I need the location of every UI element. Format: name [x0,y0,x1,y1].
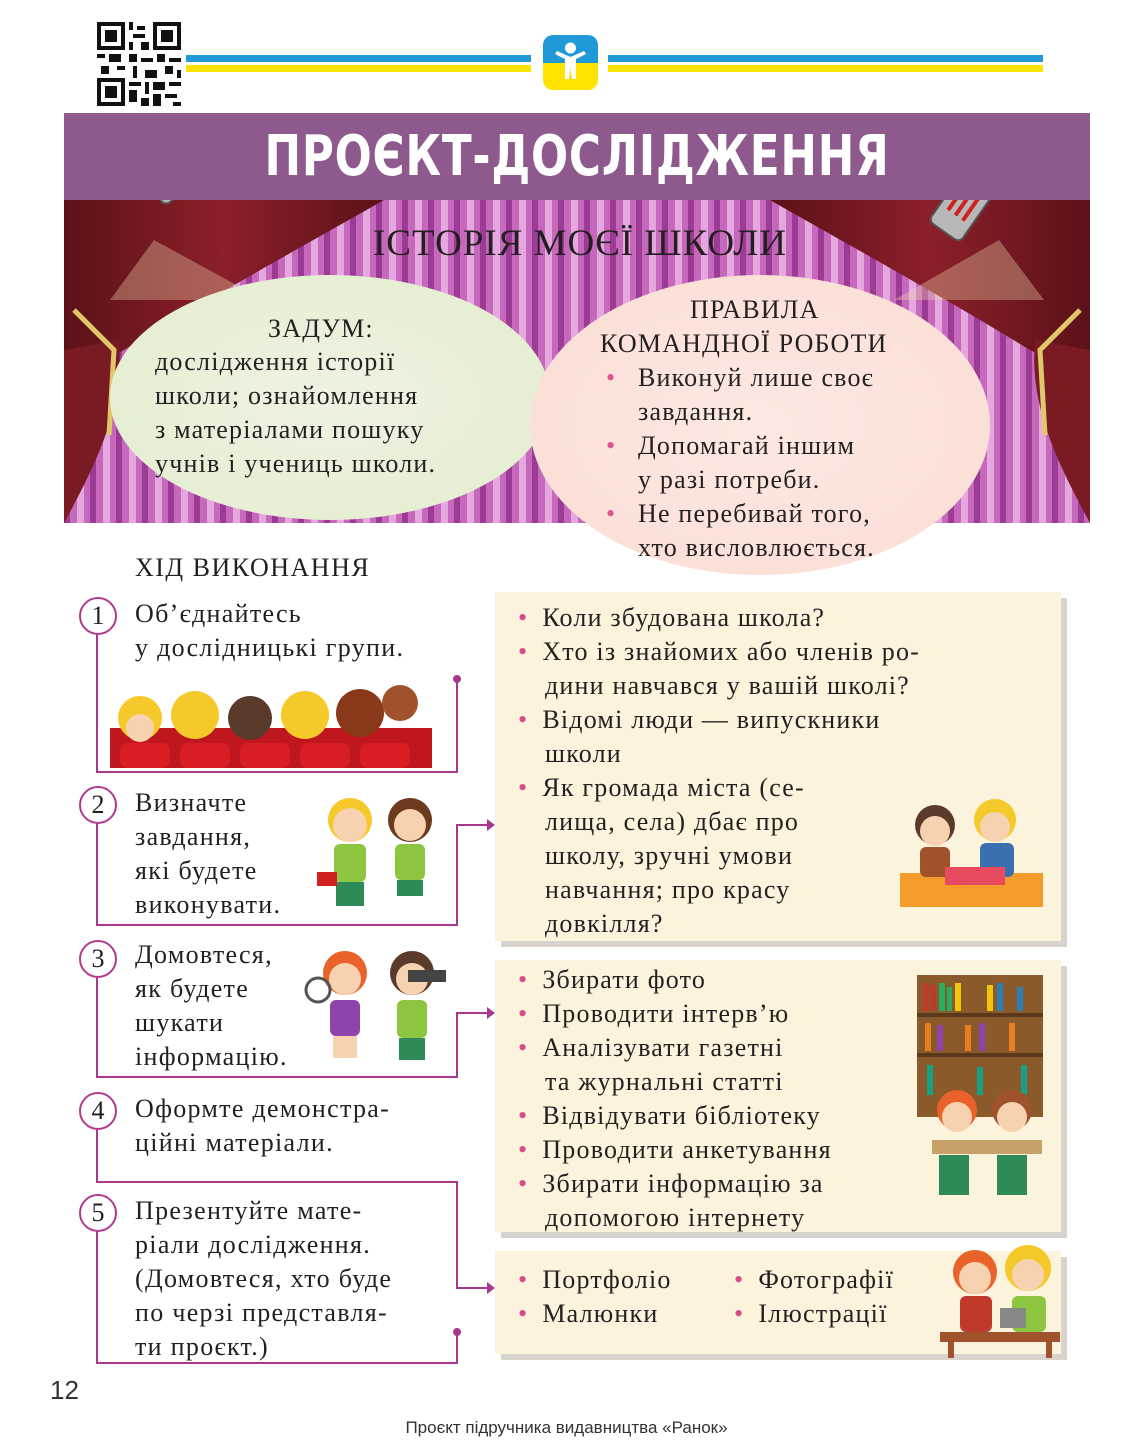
plan-heading: ЗАДУМ: [268,314,374,343]
list-item-cont: навчання; про красу [545,875,791,904]
rules-heading: ПРАВИЛА [690,295,820,324]
step-text: (Домовтеся, хто буде [135,1264,393,1293]
step-text: завдання, [135,822,252,851]
rule-item: Не перебивай того, [638,499,871,528]
list-item: • Збирати фото [518,965,707,994]
list-item-cont: школу, зручні умови [545,841,794,870]
rule-item: Допомагай іншим [638,431,856,460]
plan-line: учнів і учениць школи. [155,449,437,478]
list-item: • Як громада міста (се- [518,773,805,802]
library-illustration [917,975,1043,1205]
step-text: Оформте демонстра- [135,1094,391,1123]
step-text: ти проєкт.) [135,1332,270,1361]
publisher-note: Проєкт підручника видавництва «Ранок» [405,1418,728,1437]
plan-line: дослідження історії [155,347,396,376]
list-item: • Хто із знайомих або членів ро- [518,637,921,666]
list-item-cont: лища, села) дбає про [545,807,800,836]
list-item: • Відомі люди — випускники [518,705,881,734]
list-item: • Аналізувати газетні [518,1033,784,1062]
list-item-cont: дини навчався у вашій школі? [545,671,910,700]
children-group-illustration [110,673,432,768]
list-item: • Коли збудована школа? [518,603,826,632]
step-text: у дослідницькі групи. [135,633,405,662]
rule-item: хто висловлюється. [638,533,875,562]
step-text: які будете [135,856,258,885]
page-title: ПРОЄКТ-ДОСЛІДЖЕННЯ [264,124,890,189]
step-text: виконувати. [135,890,282,919]
step-number: 4 [79,1092,117,1130]
list-item-cont: та журнальні статті [545,1067,784,1096]
step-text: Об’єднайтесь [135,599,302,628]
step-text: ріали дослідження. [135,1230,372,1259]
step-number: 1 [79,597,117,635]
step-text: Домовтеся, [135,940,273,969]
step-text: Презентуйте мате- [135,1196,363,1225]
list-item-cont: допомогою інтернету [545,1203,806,1232]
step-text: шукати [135,1008,225,1037]
page-number: 12 [50,1375,79,1405]
rule-item: у разі потреби. [638,465,821,494]
children-with-tablet-illustration [940,1240,1060,1358]
list-item: • Збирати інформацію за [518,1169,824,1198]
bullet: • [606,363,617,392]
list-item: • Відвідувати бібліотеку [518,1101,821,1130]
step-number: 3 [79,940,117,978]
two-children-illustration [312,792,447,912]
bullet: • [606,499,617,528]
bullet: • [606,431,617,460]
rule-item: завдання. [638,397,754,426]
plan-line: з матеріалами пошуку [155,415,425,444]
list-item: • Портфоліо [518,1265,672,1294]
page-subtitle: ІСТОРІЯ МОЄЇ ШКОЛИ [372,223,788,264]
explorers-illustration [300,945,450,1065]
reading-children-illustration [900,795,1043,907]
list-item-cont: довкілля? [545,909,664,938]
list-item-cont: школи [545,739,622,768]
rule-item: Виконуй лише своє [638,363,875,392]
step-number: 2 [79,786,117,824]
step-text: ційні матеріали. [135,1128,334,1157]
rules-heading: КОМАНДНОЇ РОБОТИ [600,329,888,358]
list-item: • Малюнки [518,1299,659,1328]
list-item: • Проводити анкетування [518,1135,832,1164]
step-text: інформацію. [135,1042,288,1071]
list-item: • Проводити інтерв’ю [518,999,790,1028]
step-text: по черзі представля- [135,1298,388,1327]
step-number: 5 [79,1194,117,1232]
plan-line: школи; ознайомлення [155,381,419,410]
step-text: Визначте [135,788,248,817]
progress-title: ХІД ВИКОНАННЯ [135,553,371,582]
list-item: • Фотографії [734,1265,895,1294]
list-item: • Ілюстрації [734,1299,888,1328]
step-text: як будете [135,974,250,1003]
